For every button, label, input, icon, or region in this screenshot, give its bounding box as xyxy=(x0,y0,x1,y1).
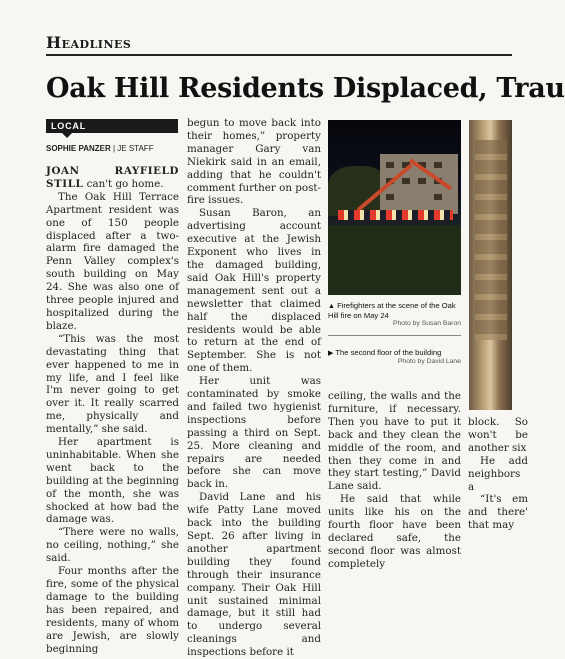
paragraph: David Lane and his wife Patty Lane moved back into the building Sept. 26 after living in another apartment building they found through their insurance company. Their Oak Hill unit sustained minimal damage, but it still had to undergo several cleanings and inspections before it xyxy=(187,491,321,659)
section-rule xyxy=(46,54,512,56)
byline-author: SOPHIE PANZER xyxy=(46,144,111,153)
byline-org: | JE STAFF xyxy=(112,144,154,153)
paragraph: Her unit was contaminated by smoke and failed two hygienist inspections before passing a third on Sept. 25. More cleaning and repairs are needed before she can move back in. xyxy=(187,375,321,491)
paragraph: The Oak Hill Terrace Apartment resident was one of 150 people displaced after a two-alarm fire damaged the Penn Valley complex's south building on May 24. She was also one of three people injured and hospitalized during the blaze. xyxy=(46,190,179,332)
article-column-1 xyxy=(46,165,179,655)
lead-paragraph xyxy=(46,165,179,191)
lead-rest: can't go home. xyxy=(83,177,164,190)
paragraph: begun to move back into their homes,” property manager Gary van Niekirk said in an email, adding that he couldn't comment further on post-fire issues. xyxy=(187,117,321,207)
caption-arrow-icon: ▶ xyxy=(328,350,334,357)
kicker-arrow-icon xyxy=(62,133,72,138)
article-headline: Oak Hill Residents Displaced, Trau xyxy=(46,73,565,104)
paragraph: He add neighbors a xyxy=(468,454,528,493)
photo-emergency-lights xyxy=(338,210,453,220)
second-floor-photo xyxy=(469,120,512,410)
caption-2-credit: Photo by David Lane xyxy=(397,358,461,365)
section-heading: Headlines xyxy=(46,33,132,52)
article-column-4 xyxy=(468,416,528,532)
caption-2-text: The second floor of the building xyxy=(335,348,442,357)
paragraph: Susan Baron, an advertising account executive at the Jewish Exponent who lives in the damaged building, said Oak Hill's property management sent out a newsletter that claimed half the displaced residents would be able to return at the end of September. She is not one of them. xyxy=(187,207,321,375)
article-column-2 xyxy=(187,117,321,659)
photo-lawn xyxy=(328,225,461,295)
paragraph: block. So won't be another six xyxy=(468,416,528,454)
caption-triangle-icon: ▲ xyxy=(328,303,335,310)
article-column-3 xyxy=(328,390,461,571)
caption-1-text: Firefighters at the scene of the Oak Hill fire on May 24 xyxy=(328,301,456,320)
lead-caps: JOAN RAYFIELD STILL xyxy=(46,165,179,190)
paragraph: ceiling, the walls and the furniture, if necessary. Then you have to put it back and they clean the middle of the room, and then they come in and they start testing,” David Lane said. xyxy=(328,390,461,493)
section-kicker: LOCAL xyxy=(46,119,178,133)
caption-1 xyxy=(328,301,468,320)
fire-scene-photo xyxy=(328,120,461,295)
caption-divider xyxy=(328,335,461,336)
paragraph: “There were no walls, no ceiling, nothing,” she said. xyxy=(46,526,179,565)
paragraph: “It's em and there' that may xyxy=(468,493,528,532)
byline xyxy=(46,144,154,153)
paragraph: Four months after the fire, some of the physical damage to the building has been repaired, and residents, many of whom are Jewish, are slowly beginning xyxy=(46,565,179,655)
paragraph: “This was the most devastating thing that ever happened to me in my life, and I feel like I'm never going to get over it. It really scarred me, physically and mentally,” she said. xyxy=(46,332,179,436)
caption-2 xyxy=(328,348,468,357)
paragraph: He said that while units like his on the fourth floor have been declared safe, the second floor was almost completely xyxy=(328,493,461,570)
paragraph: Her apartment is uninhabitable. When she went back to the building at the beginning of the month, she was shocked at how bad the damage was. xyxy=(46,436,179,526)
caption-1-credit: Photo by Susan Baron xyxy=(392,320,461,327)
photo-beams xyxy=(475,140,507,340)
